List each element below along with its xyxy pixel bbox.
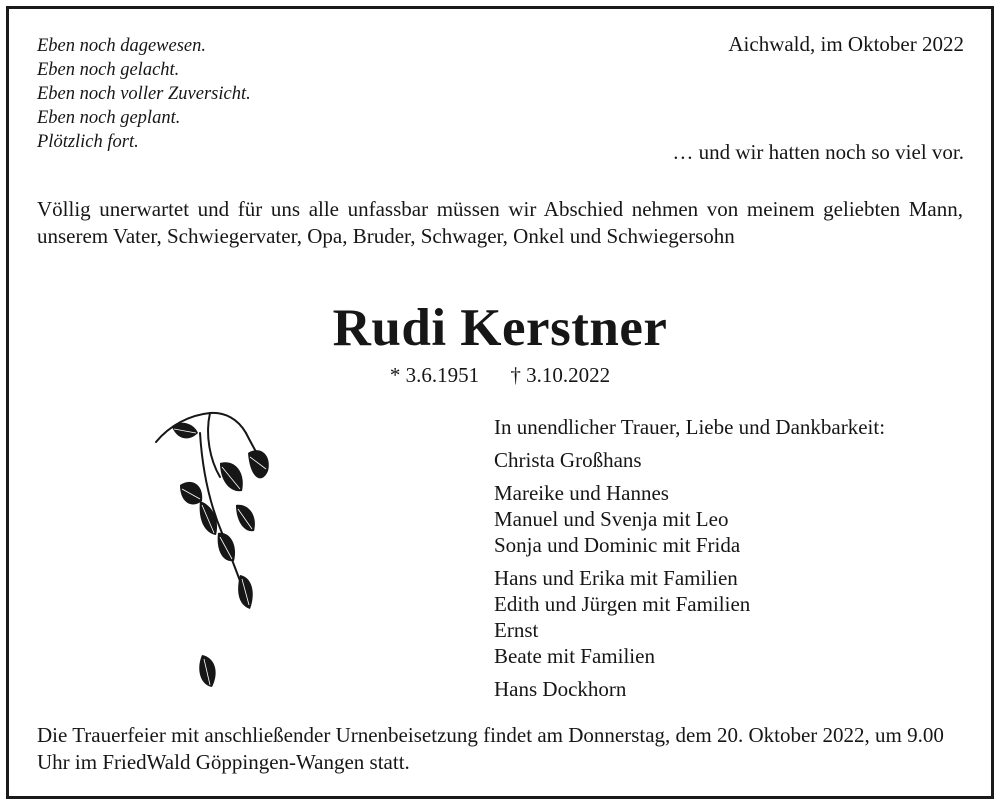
deceased-name: Rudi Kerstner [332,299,668,357]
place-date: Aichwald, im Oktober 2022 [728,32,964,56]
mourner-name: Ernst [494,618,539,642]
birch-branch-icon [150,405,280,705]
mourners-list [494,414,885,702]
mourner-name: Sonja und Dominic mit Frida [494,533,741,557]
poem-line: Plötzlich fort. [37,132,139,152]
poem-line: Eben noch dagewesen. [37,36,207,56]
poem-line: Eben noch geplant. [37,108,181,128]
mourner-group [494,565,885,669]
intro-text: Völlig unerwartet und für uns alle unfassbar müssen wir Abschied nehmen von meinem geliebten Mann, unserem Vater, Schwiegervater, Opa, Bruder, Schwager, Onkel und Schwiegersohn [37,197,963,248]
mourner-name: Christa Großhans [494,448,642,472]
mourners-heading: In unendlicher Trauer, Liebe und Dankbarkeit: [494,415,886,439]
mourner-name: Manuel und Svenja mit Leo [494,507,729,531]
life-dates [0,363,1000,388]
mourner-group [494,676,885,702]
poem [37,34,251,154]
poem-line: Eben noch voller Zuversicht. [37,84,251,104]
mourner-group [494,447,885,473]
death-date: † 3.10.2022 [510,363,611,387]
service-info: Die Trauerfeier mit anschließender Urnenbeisetzung findet am Donnerstag, dem 20. Oktober 2022, um 9.00 Uhr im FriedWald Göppingen-Wangen statt. [37,723,944,774]
poem-line: Eben noch gelacht. [37,60,180,80]
mourner-name: Mareike und Hannes [494,481,669,505]
mourner-name: Beate mit Familien [494,644,655,668]
mourner-group [494,480,885,558]
birth-date: * 3.6.1951 [389,363,480,387]
mourner-name: Hans Dockhorn [494,677,627,701]
mourner-name: Edith und Jürgen mit Familien [494,592,751,616]
tagline: … und wir hatten noch so viel vor. [672,140,964,164]
mourner-name: Hans und Erika mit Familien [494,566,738,590]
